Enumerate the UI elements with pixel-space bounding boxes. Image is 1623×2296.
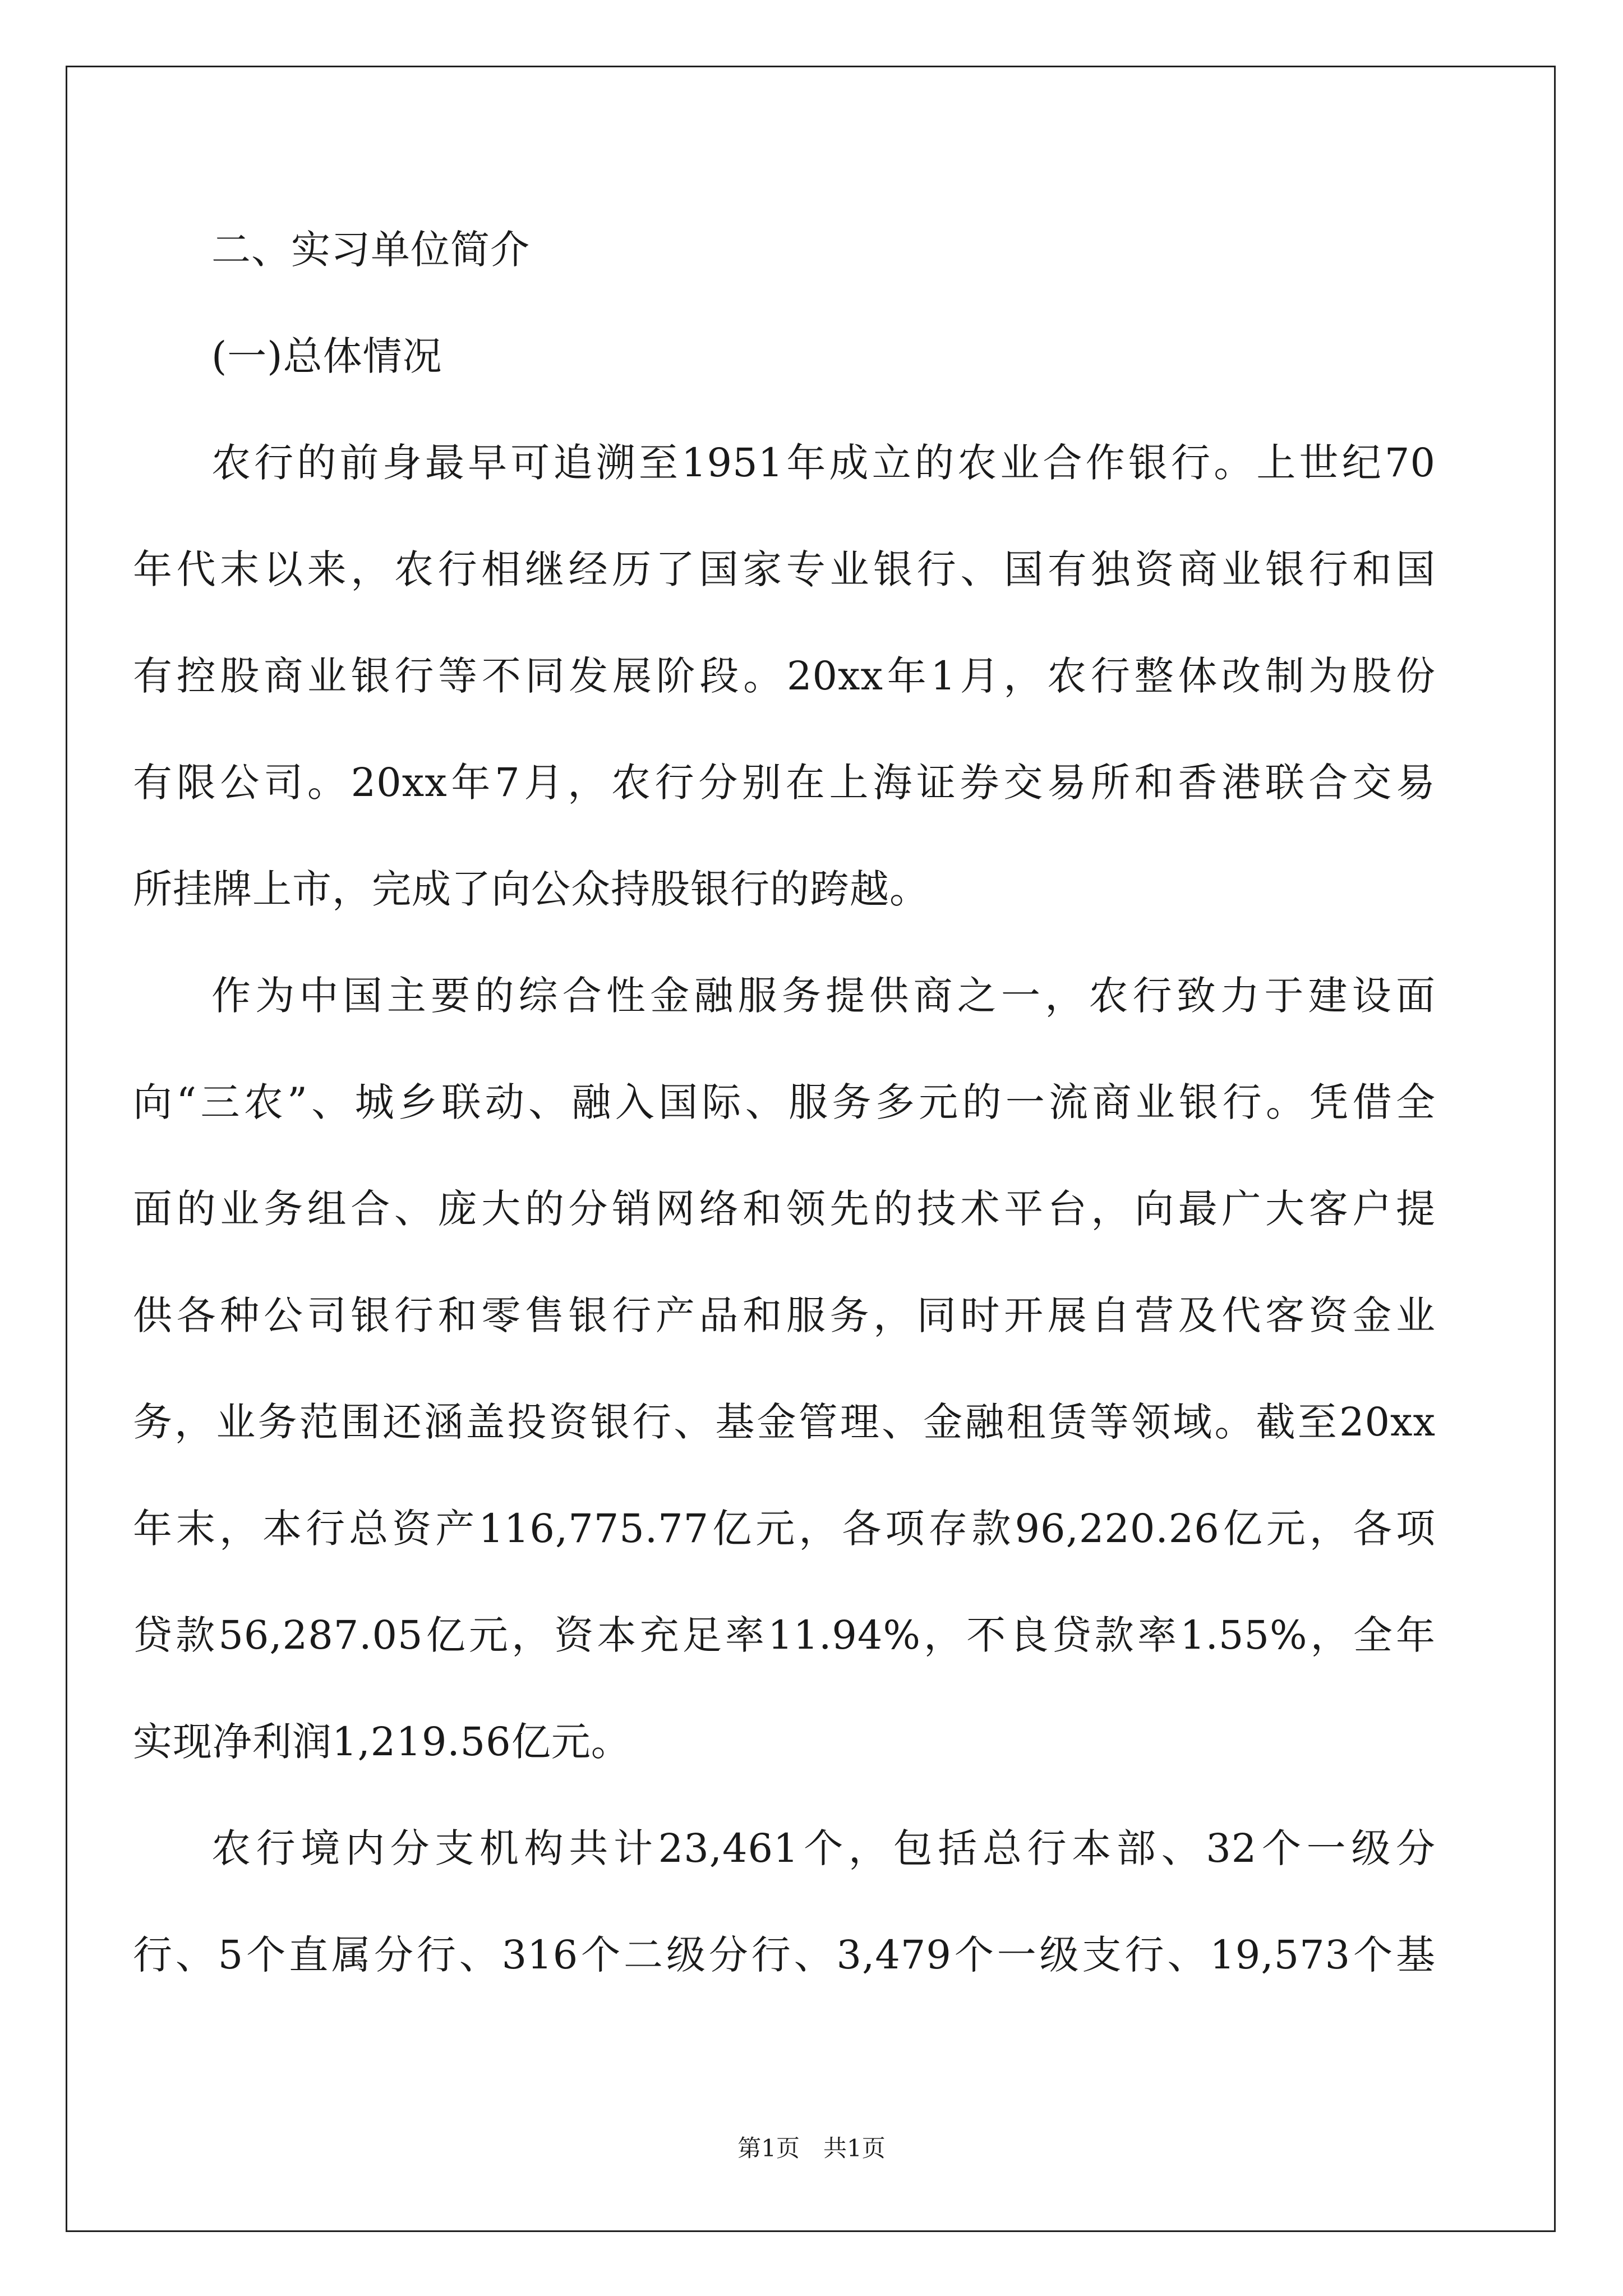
- paragraph-1-line-5: 所挂牌上市，完成了向公众持股银行的跨越。: [133, 866, 929, 912]
- subsection-heading: (一)总体情况: [211, 333, 442, 379]
- paragraph-2-line-1: 作为中国主要的综合性金融服务提供商之一，农行致力于建设面: [211, 973, 1436, 1019]
- paragraph-3-line-2: 行、5个直属分行、316个二级分行、3,479个一级支行、19,573个基: [133, 1932, 1436, 1978]
- page-footer: 第1页 共1页: [737, 2134, 886, 2162]
- paragraph-1-line-1: 农行的前身最早可追溯至1951年成立的农业合作银行。上世纪70: [211, 440, 1436, 486]
- paragraph-2-line-7: 贷款56,287.05亿元，资本充足率11.94%，不良贷款率1.55%，全年: [133, 1612, 1436, 1658]
- paragraph-2-line-3: 面的业务组合、庞大的分销网络和领先的技术平台，向最广大客户提: [133, 1186, 1436, 1232]
- paragraph-2-line-6: 年末，本行总资产116,775.77亿元，各项存款96,220.26亿元，各项: [133, 1506, 1436, 1552]
- paragraph-2-line-4: 供各种公司银行和零售银行产品和服务，同时开展自营及代客资金业: [133, 1292, 1436, 1338]
- section-heading: 二、实习单位简介: [211, 227, 530, 273]
- paragraph-3-line-1: 农行境内分支机构共计23,461个，包括总行本部、32个一级分: [211, 1825, 1436, 1871]
- paragraph-1-line-4: 有限公司。20xx年7月，农行分别在上海证券交易所和香港联合交易: [133, 760, 1436, 806]
- page-border: [66, 66, 1556, 2232]
- paragraph-1-line-3: 有控股商业银行等不同发展阶段。20xx年1月，农行整体改制为股份: [133, 653, 1436, 699]
- paragraph-2-line-2: 向“三农”、城乡联动、融入国际、服务多元的一流商业银行。凭借全: [133, 1079, 1436, 1125]
- paragraph-2-line-8: 实现净利润1,219.56亿元。: [133, 1719, 631, 1765]
- paragraph-2-line-5: 务，业务范围还涵盖投资银行、基金管理、金融租赁等领域。截至20xx: [133, 1399, 1436, 1445]
- paragraph-1-line-2: 年代末以来，农行相继经历了国家专业银行、国有独资商业银行和国: [133, 546, 1436, 592]
